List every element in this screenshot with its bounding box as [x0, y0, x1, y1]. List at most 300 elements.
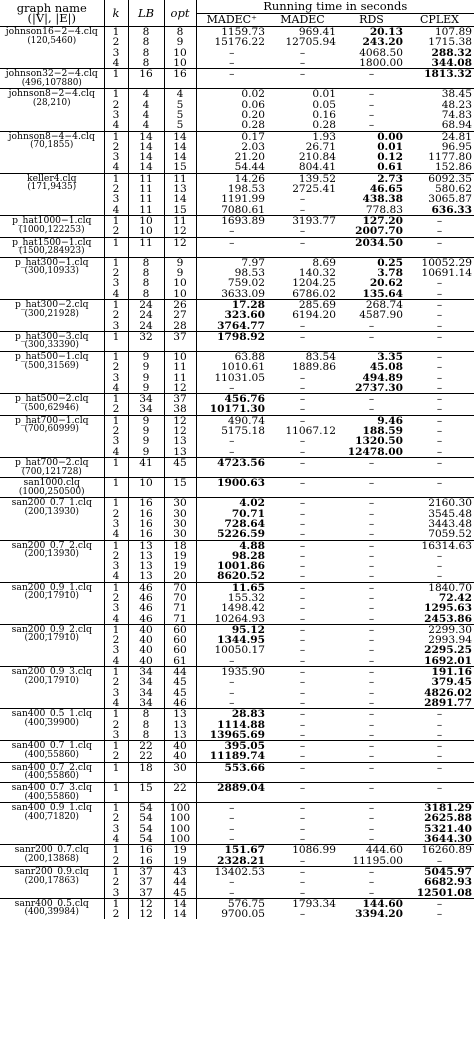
time-cplex-cell: 1715.38 — [428, 37, 473, 48]
graph-name-cell — [0, 709, 104, 741]
time-madec-plus-cell: 2889.04 — [217, 782, 265, 794]
time-rds-cell: 20.62 — [369, 278, 403, 289]
graph-name: san1000.clq — [23, 477, 80, 489]
k-cell: 1 — [104, 845, 128, 856]
time-madec-cell: – — [299, 57, 306, 69]
time-madec-plus-cell: 1900.63 — [217, 477, 265, 490]
k-cell: 2 — [104, 404, 128, 415]
graph-size: (200,13930) — [24, 549, 79, 560]
lb-cell: 8 — [128, 37, 164, 47]
time-cplex-cell: 636.33 — [431, 204, 473, 216]
time-madec-plus-cell: – — [229, 47, 235, 58]
time-madec-cell: 0.05 — [312, 99, 336, 110]
time-madec-plus-cell: – — [229, 382, 235, 394]
table-row — [0, 415, 474, 426]
opt-cell: 15 — [164, 162, 196, 173]
graph-size: (300,33390) — [24, 340, 79, 351]
lb-cell: 34 — [128, 688, 164, 698]
table-row — [0, 351, 474, 362]
time-madec-plus-cell: 5226.59 — [217, 529, 265, 541]
time-rds-cell: – — [368, 529, 375, 541]
lb-cell: 8 — [128, 720, 164, 730]
graph-size: (400,55860) — [24, 791, 79, 802]
time-madec-plus-cell: – — [229, 802, 235, 814]
graph-name: johnson16−2−4.clq — [5, 26, 98, 37]
time-madec-cell: – — [299, 677, 306, 688]
time-cplex-cell: – — [436, 415, 443, 427]
header-method-cplex: CPLEX — [420, 13, 459, 26]
time-madec-cell: 0.01 — [312, 88, 336, 100]
k-cell: 2 — [104, 310, 128, 320]
time-madec-plus-cell: – — [229, 237, 235, 249]
time-cplex-cell: – — [436, 372, 443, 383]
time-madec-plus-cell: 0.28 — [241, 120, 265, 132]
opt-cell: 12 — [164, 237, 196, 257]
lb-cell: 54 — [128, 803, 164, 814]
time-cplex-cell: 96.95 — [441, 141, 473, 153]
time-rds-cell: 45.08 — [369, 362, 403, 373]
time-cplex-cell: – — [436, 362, 443, 373]
time-cplex-cell: 379.45 — [431, 677, 473, 688]
header-method-madec: MADEC — [280, 13, 325, 26]
graph-name: san200_0.7_2.clq — [11, 540, 92, 551]
graph-name-cell — [0, 27, 104, 69]
time-madec-plus-cell: 11.65 — [231, 582, 265, 593]
time-cplex-cell: – — [436, 299, 443, 311]
k-cell: 2 — [104, 720, 128, 730]
time-rds-cell: – — [368, 99, 375, 110]
k-cell: 4 — [104, 614, 128, 625]
k-cell: 1 — [104, 27, 128, 38]
opt-cell: 44 — [164, 877, 196, 887]
time-madec-cell: 285.69 — [298, 299, 336, 311]
lb-cell: 37 — [128, 866, 164, 877]
opt-cell: 10 — [164, 278, 196, 288]
graph-name-cell — [0, 69, 104, 89]
lb-cell: 10 — [128, 215, 164, 226]
lb-cell: 9 — [128, 351, 164, 362]
opt-cell: 14 — [164, 131, 196, 142]
time-madec-plus-cell: 1344.95 — [217, 635, 265, 646]
time-madec-cell: – — [299, 382, 306, 394]
graph-name: p_hat1000−1.clq — [12, 215, 92, 226]
time-madec-cell: – — [299, 866, 306, 878]
table-header — [0, 0, 474, 27]
lb-cell: 14 — [128, 142, 164, 152]
time-rds-cell: – — [368, 404, 375, 416]
time-madec-cell: – — [299, 194, 306, 205]
k-cell: 3 — [104, 561, 128, 571]
opt-cell: 45 — [164, 677, 196, 687]
time-madec-cell: – — [299, 457, 306, 469]
time-cplex-cell: – — [436, 446, 443, 458]
table-row — [0, 237, 474, 257]
time-madec-cell: – — [299, 697, 306, 709]
time-madec-cell: – — [299, 613, 306, 625]
table-row — [0, 624, 474, 635]
time-rds-cell: 1320.50 — [355, 436, 403, 447]
time-rds-cell: – — [368, 740, 375, 752]
header-graph-name — [0, 0, 104, 27]
opt-cell: 28 — [164, 321, 196, 332]
time-cplex-cell: 68.94 — [441, 120, 473, 132]
time-cplex-cell: – — [436, 740, 443, 752]
time-madec-plus-cell: 5175.18 — [221, 426, 265, 437]
opt-cell: 19 — [164, 845, 196, 856]
lb-cell: 8 — [128, 48, 164, 58]
time-rds-cell: – — [368, 697, 375, 709]
time-cplex-cell: – — [436, 708, 443, 720]
lb-cell: 9 — [128, 436, 164, 446]
opt-cell: 30 — [164, 519, 196, 529]
time-madec-plus-cell: 198.53 — [227, 184, 265, 195]
lb-cell: 16 — [128, 69, 164, 89]
table-row — [0, 540, 474, 551]
time-madec-cell: – — [299, 751, 306, 763]
time-rds-cell: – — [368, 729, 375, 741]
lb-cell: 16 — [128, 498, 164, 509]
time-madec-cell: – — [299, 226, 306, 238]
k-cell: 3 — [104, 645, 128, 655]
lb-cell: 13 — [128, 551, 164, 561]
graph-name: p_hat500−1.clq — [14, 351, 89, 362]
lb-cell: 4 — [128, 120, 164, 131]
time-cplex-cell: 1295.63 — [424, 603, 473, 614]
time-rds-cell: – — [368, 802, 375, 814]
k-cell: 2 — [104, 877, 128, 887]
opt-cell: 45 — [164, 888, 196, 899]
graph-size: (400,71820) — [24, 811, 79, 822]
time-madec-cell: 3193.77 — [292, 215, 336, 227]
lb-cell: 9 — [128, 373, 164, 383]
k-cell: 4 — [104, 58, 128, 69]
time-madec-cell: – — [299, 477, 306, 490]
time-madec-plus-cell: 10264.93 — [214, 613, 265, 625]
opt-cell: 37 — [164, 331, 196, 351]
lb-cell: 14 — [128, 162, 164, 173]
time-cplex-cell: – — [436, 382, 443, 394]
opt-cell: 11 — [164, 173, 196, 184]
time-madec-cell: – — [299, 687, 306, 698]
time-madec-plus-cell: 14.26 — [234, 173, 265, 185]
time-madec-plus-cell: – — [229, 877, 235, 888]
time-rds-cell: – — [368, 320, 375, 332]
graph-size: (28,210) — [32, 97, 71, 108]
time-rds-cell: – — [368, 613, 375, 625]
k-cell: 2 — [104, 226, 128, 237]
time-cplex-cell: – — [436, 898, 443, 910]
opt-cell: 12 — [164, 383, 196, 394]
k-cell: 3 — [104, 321, 128, 332]
graph-name: sanr200_0.9.clq — [14, 866, 89, 877]
time-madec-plus-cell: 1191.99 — [221, 194, 265, 205]
opt-cell: 5 — [164, 120, 196, 131]
time-cplex-cell: 107.89 — [434, 26, 473, 38]
k-cell: 2 — [104, 100, 128, 110]
time-cplex-cell: – — [436, 719, 443, 730]
graph-name: san400_0.5_1.clq — [11, 708, 92, 720]
graph-name: san400_0.9_1.clq — [11, 802, 92, 814]
time-rds-cell: 4068.50 — [359, 47, 403, 58]
table-row — [0, 741, 474, 752]
time-madec-cell: – — [299, 834, 306, 845]
time-madec-plus-cell: 1498.42 — [221, 603, 265, 614]
time-madec-plus-cell: 11189.74 — [209, 751, 265, 763]
opt-cell: 10 — [164, 289, 196, 300]
graph-size: (1000,122253) — [18, 224, 85, 235]
header-k: k — [104, 0, 128, 27]
time-rds-cell: – — [368, 68, 375, 81]
time-rds-cell: 0.12 — [377, 152, 403, 163]
time-cplex-cell: – — [436, 404, 443, 416]
graph-name-cell — [0, 257, 104, 299]
k-cell: 1 — [104, 237, 128, 257]
time-cplex-cell: – — [436, 320, 443, 332]
opt-cell: 13 — [164, 709, 196, 720]
time-cplex-cell: 72.42 — [438, 593, 473, 604]
time-madec-plus-cell: 1798.92 — [217, 331, 265, 343]
time-rds-cell: 2034.50 — [355, 237, 403, 249]
time-madec-plus-cell: 456.76 — [224, 393, 265, 405]
time-madec-cell: – — [299, 708, 306, 720]
lb-cell: 9 — [128, 415, 164, 426]
lb-cell: 11 — [128, 184, 164, 194]
time-madec-cell: 210.84 — [298, 152, 336, 163]
k-cell: 2 — [104, 426, 128, 436]
time-madec-cell: – — [299, 508, 306, 519]
time-rds-cell: – — [368, 782, 375, 794]
graph-name: san200_0.7_1.clq — [11, 497, 92, 509]
time-madec-plus-cell: 576.75 — [227, 898, 265, 910]
k-cell: 4 — [104, 834, 128, 845]
k-cell: 2 — [104, 509, 128, 519]
k-cell: 2 — [104, 268, 128, 278]
lb-cell: 34 — [128, 667, 164, 678]
lb-cell: 12 — [128, 909, 164, 919]
time-cplex-cell: 152.86 — [434, 162, 473, 174]
header-running-time: Running time in seconds — [196, 0, 474, 14]
k-cell: 1 — [104, 478, 128, 498]
time-rds-cell: 0.01 — [377, 141, 403, 153]
time-cplex-cell: 2891.77 — [424, 697, 473, 709]
time-rds-cell: – — [368, 571, 375, 583]
time-rds-cell: 127.20 — [362, 215, 403, 227]
table-row — [0, 69, 474, 89]
time-madec-cell: – — [299, 762, 306, 774]
time-rds-cell: – — [368, 508, 375, 519]
graph-name-cell — [0, 299, 104, 331]
time-rds-cell: – — [368, 655, 375, 667]
time-cplex-cell: 6682.93 — [424, 877, 473, 888]
time-rds-cell: – — [368, 109, 375, 121]
opt-cell: 40 — [164, 741, 196, 752]
time-madec-plus-cell: 759.02 — [227, 278, 265, 289]
table-row — [0, 173, 474, 184]
time-cplex-cell: 2295.25 — [424, 645, 473, 656]
time-cplex-cell: – — [436, 561, 443, 572]
time-rds-cell: 2007.70 — [355, 226, 403, 238]
table-row — [0, 898, 474, 909]
time-madec-plus-cell: – — [229, 887, 235, 899]
k-cell: 1 — [104, 299, 128, 310]
time-madec-plus-cell: 1935.90 — [221, 666, 265, 678]
graph-size: (1500,284923) — [18, 246, 85, 257]
opt-cell: 15 — [164, 478, 196, 498]
time-madec-cell: – — [299, 68, 306, 81]
time-madec-cell: – — [299, 782, 306, 794]
time-cplex-cell: 2625.88 — [424, 813, 473, 824]
graph-name: p_hat700−2.clq — [14, 457, 89, 468]
time-rds-cell: – — [368, 677, 375, 688]
time-madec-plus-cell: 11031.05 — [214, 372, 265, 383]
opt-cell: 19 — [164, 856, 196, 867]
lb-cell: 46 — [128, 593, 164, 603]
graph-size: (120,5460) — [27, 35, 77, 46]
time-madec-cell: – — [299, 550, 306, 562]
graph-size: (200,17910) — [24, 591, 79, 602]
opt-cell: 45 — [164, 457, 196, 477]
graph-size: (500,62946) — [24, 402, 79, 413]
lb-cell: 13 — [128, 540, 164, 551]
graph-name-cell — [0, 540, 104, 582]
k-cell: 1 — [104, 131, 128, 142]
lb-cell: 16 — [128, 509, 164, 519]
opt-cell: 10 — [164, 48, 196, 58]
time-madec-cell: – — [299, 655, 306, 667]
lb-cell: 9 — [128, 447, 164, 458]
opt-cell: 71 — [164, 603, 196, 613]
graph-name-cell — [0, 898, 104, 919]
time-cplex-cell: 10691.14 — [421, 268, 473, 279]
k-cell: 4 — [104, 205, 128, 216]
k-cell: 2 — [104, 142, 128, 152]
graph-name: p_hat300−3.clq — [14, 331, 89, 342]
time-cplex-cell: – — [436, 550, 443, 562]
time-madec-cell: – — [299, 47, 306, 58]
k-cell: 2 — [104, 856, 128, 867]
table-row — [0, 762, 474, 782]
k-cell: 3 — [104, 888, 128, 899]
opt-cell: 19 — [164, 561, 196, 571]
lb-cell: 15 — [128, 782, 164, 802]
time-madec-plus-cell: 4.88 — [239, 540, 265, 551]
time-madec-plus-cell: 98.53 — [234, 268, 265, 279]
time-rds-cell: – — [368, 751, 375, 763]
time-madec-cell: – — [299, 497, 306, 509]
time-cplex-cell: – — [436, 215, 443, 227]
opt-cell: 20 — [164, 571, 196, 582]
time-madec-cell: 26.71 — [305, 141, 336, 153]
time-rds-cell: – — [368, 866, 375, 878]
graph-name: johnson8−4−4.clq — [8, 131, 95, 142]
time-madec-plus-cell: 13402.53 — [214, 866, 265, 878]
lb-cell: 46 — [128, 582, 164, 593]
time-madec-plus-cell: 151.67 — [224, 844, 265, 856]
time-cplex-cell: – — [436, 782, 443, 794]
opt-cell: 14 — [164, 142, 196, 152]
lb-cell: 11 — [128, 194, 164, 204]
lb-cell: 11 — [128, 173, 164, 184]
time-madec-plus-cell: – — [229, 68, 235, 81]
time-cplex-cell: – — [436, 762, 443, 774]
time-madec-cell: – — [299, 603, 306, 614]
time-madec-cell: – — [299, 372, 306, 383]
graph-size: (400,55860) — [24, 771, 79, 782]
time-madec-cell: – — [299, 561, 306, 572]
lb-cell: 4 — [128, 100, 164, 110]
lb-cell: 41 — [128, 457, 164, 477]
table-row — [0, 89, 474, 100]
time-rds-cell: – — [368, 603, 375, 614]
time-rds-cell: – — [368, 813, 375, 824]
k-cell: 1 — [104, 257, 128, 268]
k-cell: 4 — [104, 162, 128, 173]
k-cell: 2 — [104, 362, 128, 372]
header-lb: LB — [128, 0, 164, 27]
time-cplex-cell: – — [436, 393, 443, 405]
opt-cell: 8 — [164, 27, 196, 38]
opt-cell: 10 — [164, 58, 196, 69]
time-madec-plus-cell: 70.71 — [231, 508, 265, 519]
time-cplex-cell: – — [436, 909, 443, 920]
time-rds-cell: – — [368, 477, 375, 490]
lb-cell: 4 — [128, 110, 164, 120]
time-rds-cell: 2.73 — [377, 173, 403, 185]
lb-cell: 37 — [128, 877, 164, 887]
time-madec-plus-cell: 0.20 — [241, 109, 265, 121]
graph-name: p_hat700−1.clq — [14, 415, 89, 426]
k-cell: 1 — [104, 69, 128, 89]
k-cell: 1 — [104, 741, 128, 752]
opt-cell: 30 — [164, 529, 196, 540]
time-cplex-cell: – — [436, 288, 443, 300]
k-cell: 2 — [104, 551, 128, 561]
opt-cell: 70 — [164, 593, 196, 603]
table-row — [0, 299, 474, 310]
lb-cell: 9 — [128, 362, 164, 372]
time-cplex-cell: 12501.08 — [416, 887, 473, 899]
k-cell: 1 — [104, 803, 128, 814]
k-cell: 2 — [104, 909, 128, 919]
time-rds-cell: 243.20 — [362, 37, 403, 48]
time-madec-plus-cell: 1001.86 — [217, 561, 265, 572]
time-madec-plus-cell: – — [229, 655, 235, 667]
time-cplex-cell: 3443.48 — [428, 518, 473, 530]
opt-cell: 13 — [164, 436, 196, 446]
graph-size: (400,39984) — [24, 907, 79, 918]
time-madec-cell: 969.41 — [298, 26, 336, 38]
graph-name-cell — [0, 215, 104, 237]
graph-name: san400_0.7_2.clq — [11, 762, 92, 773]
time-madec-cell: – — [299, 645, 306, 656]
graph-name: sanr400_0.5.clq — [14, 898, 89, 909]
time-rds-cell: – — [368, 834, 375, 845]
graph-name: san200_0.9_2.clq — [11, 624, 92, 635]
lb-cell: 40 — [128, 624, 164, 635]
time-madec-cell: – — [299, 813, 306, 824]
time-madec-cell: 1086.99 — [292, 844, 336, 856]
opt-cell: 5 — [164, 110, 196, 120]
time-madec-cell: 1.93 — [312, 131, 336, 142]
time-rds-cell: 188.59 — [362, 426, 403, 437]
lb-cell: 10 — [128, 226, 164, 237]
time-cplex-cell: – — [436, 226, 443, 238]
time-madec-plus-cell: 3633.09 — [221, 288, 265, 300]
time-cplex-cell: 344.08 — [431, 57, 473, 69]
k-cell: 3 — [104, 603, 128, 613]
time-rds-cell: 20.13 — [369, 26, 403, 38]
lb-cell: 40 — [128, 635, 164, 645]
